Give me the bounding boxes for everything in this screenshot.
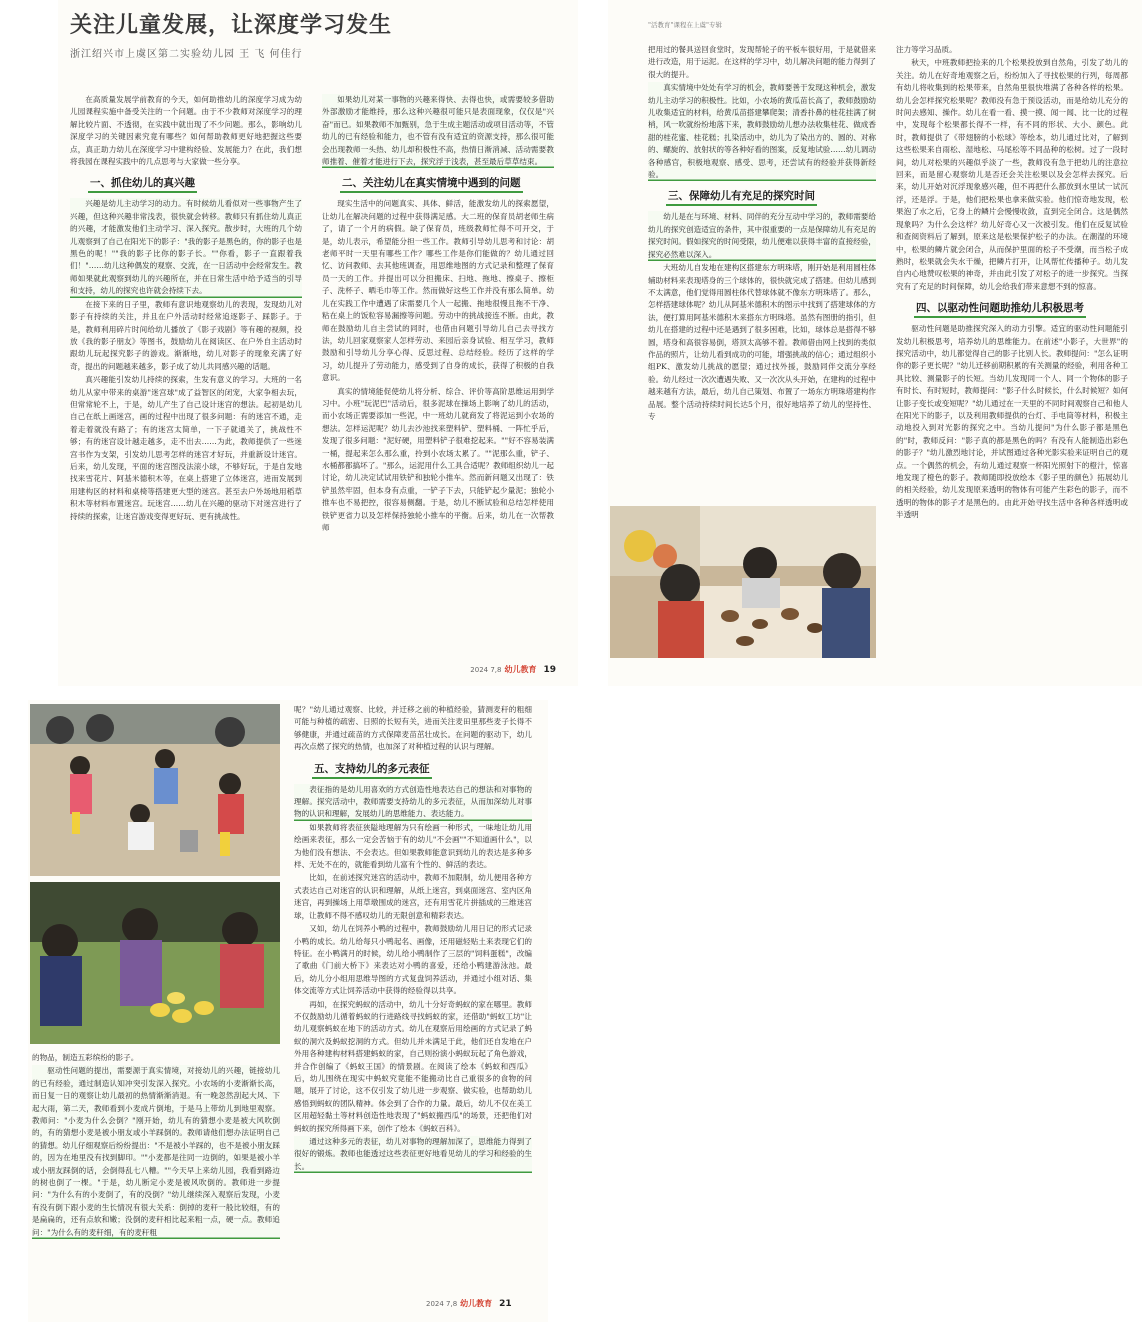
paragraph: 幼儿是在与环境、材料、同伴的充分互动中学习的，教师需要给幼儿的探究创造适宜的条件，其中很重要的一点是保障幼儿有充足的探究时间。假如探究的时间受限，幼儿便难以获得丰富的直接经验，探究必然难以深入。 <box>648 211 876 261</box>
intro-paragraph: 在高质量发展学前教育的今天，如何助推幼儿的深度学习成为幼儿园课程实施中备受关注的一个问题。由于不少教师对深度学习的理解比较片面、不透彻，在实践中就出现了不少问题。那么，影响幼儿深度学习的关键因素究竟有哪些？如何帮助教师更好地把握这些要点，真正助力幼儿在深度学习中建构经验、发展能力？在此，我们想将我园在课程实践中的几点思考与大家做一些分享。 <box>70 95 302 167</box>
paragraph: 真兴趣能引发幼儿持续的探索，生发有意义的学习。大班的一名幼儿从家中带来的桌游"迷宫球"成了益智区的闭宠，大家争相去玩，但常常轮不上，于是，幼儿产生了自己设计迷宫的想法。起初是幼儿自己在纸上画迷宫，画的过程中出现了很多问题：有的迷宫不通，走着走着就没有路了；有的迷宫太简单，一下子就通关了，挑战性不够；有的迷宫设计越走越多，走不出去……为此，教师提供了一些迷宫书作为支架，引发幼儿思考怎样的迷宫才好玩，并重新设计迷宫。后来，幼儿发现，平面的迷宫图没法滚小球，不够好玩，于是自发地找来雪花片、阿基米德积木等，在桌上搭建了立体迷宫，进而发展到用建构区的材料和桌椅等搭建更大型的迷宫。甚至去户外场地用稻草积木等材料布置迷宫。玩迷宫……幼儿在兴趣的驱动下对迷宫进行了持续的探索，让迷宫游戏变得更好玩、更有挑战性。 <box>70 375 302 521</box>
paragraph: 秋天，中班教师把捡来的几个松果投放到自然角，引发了幼儿的关注。幼儿在好奇地观察之后，纷纷加入了寻找松果的行列，每周都有幼儿将收集到的松果带来，自然角里很快堆满了各种各样的松果。幼儿会怎样探究松果呢？教师没有急于预设活动，而是给幼儿充分的时间去感知、操作。幼儿在看一看、摸一摸、闻一闻、比一比的过程中，发现每个松果都长得不一样，有不同的形状、大小、颜色。此时，教师提供了《带翅膀的小松球》等绘本，幼儿通过比对，了解到这些松果来自雨松、湿地松、马尾松等不同品种的松树。过了一段时间，幼儿对松果的兴趣似乎淡了一些，教师没有急于把幼儿的注意拉回来，而是留心观察幼儿是否还会关注松果以及会怎样去探究。后来，幼儿开始对沉浮现象感兴趣，但不再把什么都放到水里试一试沉浮，还是浮。于是，他们把松果也拿来做实验。他们惊奇地发现，松果泡了水之后，它身上的鳞片会慢慢收敛，直到完全闭合。这是偶然现象吗？为什么会这样？幼儿好奇心又一次被引发。他们在反复试验和查阅资料后了解到，原来这是松果保护松子的办法。在潮湿的环境中，松果的鳞片就会闭合，从而保护里面的松子不受潮，而当松子成熟时，松果就会失水干燥，把鳞片打开，让风帮忙传播种子。幼儿发自内心地赞叹松果的神奇，并由此引发了对松子的进一步探究。当探究有了充足的时间保障，幼儿会给我们带来意想不到的惊喜。 <box>896 58 1128 291</box>
paragraph: 大班幼儿自发地在建构区搭建东方明珠塔，刚开始是利用圆柱体辅助材料来表现塔身的三个球体的，很快就完成了搭建。但幼儿感到不太满意，他们觉得用圆柱体代替球体就不像东方明珠塔了。那么，怎样搭建球体呢？幼儿从阿基米德积木的图示中找到了搭建球体的方法，便打算用阿基米德积木来搭东方明珠塔。虽然有图册的指引，但幼儿在搭建的过程中还是遇到了很多困难，比如，球体总是搭得不够圆，塔身和高很容易倒，塔顶太高够不着。教师借由网上找到的类似作品的照片，让幼儿看到成功的可能，增强挑战的信心；通过组织小组PK、激发幼儿挑战的愿望；通过找外援，鼓励同伴交流分享经验。幼儿经过一次次遭遇失败、又一次次从头开始，在建构的过程中越来越有方法，最后，幼儿自己策划、布置了一场东方明珠塔建构作品展。整个活动持续时间长达5个月，很好地培养了幼儿的坚持性、专 <box>648 263 876 421</box>
paragraph: 驱动性问题的提出，需要源于真实情境，对接幼儿的兴趣，链接幼儿的已有经验，通过制造认知冲突引发深入探究。小农场的小麦渐渐长高，而日复一日的观察让幼儿最初的热情渐渐消退。有一晚忽然刮起大风、下起大雨，第二天，教师看到小麦成片倒地，于是马上带幼儿到地里观察。教师问："小麦为什么会倒？"刚开始，幼儿有的猜想小麦是被大风吹倒的，有的猜想小麦是被小朋友或小羊踩倒的。教师请他们想办法证明自己的猜想。幼儿仔细观察后纷纷提出："不是被小羊踩的，也不是被小朋友踩的，因为在地里没有找到脚印。""小麦都是往同一边倒的，如果是被小羊或小朋友踩倒的话，会倒得乱七八糟。""今天早上来幼儿园，我看到路边的树也倒了一棵。"于是，幼儿断定小麦是被风吹倒的。教师进一步提问："为什么有的小麦倒了，有的没倒？"幼儿继续深入观察后发现，小麦有没有倒下跟小麦的生长情况有很大关系：倒掉的麦秆一般比较细，有的是扁扁的，还有点软和嫩；没倒的麦秆相比起来粗一点，硬一点。教师追问："为什么有的麦秆细，有的麦秆粗 <box>32 1065 280 1239</box>
column-p21-right <box>294 704 532 1174</box>
paragraph: 又如，幼儿在饲养小鸭的过程中，教师鼓励幼儿用日记的形式记录小鸭的成长。幼儿给每只小鸭起名、画像，还用磁轻贴土来表现它们的特征。在小鸭满月的时候，幼儿给小鸭制作了三层的"饲料蛋糕"，改编了歌曲《门前大桥下》来表达对小鸭的喜爱，还给小鸭建游泳池。最后，幼儿分小组用思维导图的方式复盘饲养活动，并通过小组对话、集体交流等方式让饲养活动中获得的经验得以共享。 <box>294 924 532 996</box>
article-authors: 浙江绍兴市上虞区第二实验幼儿园 王 飞 何佳行 <box>70 49 303 60</box>
article-title: 关注儿童发展，让深度学习发生 <box>70 13 393 38</box>
page-header-tag: "活教育"课程在上虞"专辑 <box>648 21 722 29</box>
section-heading-4: 四、以驱动性问题助推幼儿积极思考 <box>914 301 1128 315</box>
paragraph: 呢？"幼儿通过观察、比较，并迁移之前的种植经验，猜测麦秆的粗细可能与种植的疏密、日照的长短有关，进而关注麦田里那些麦子长得不够健康，并通过疏苗的方式保障麦苗茁壮成长。在问题的驱动下，幼儿再次点燃了探究的热情，也加深了对种植过程的认识与理解。 <box>294 705 532 752</box>
paragraph: 表征指的是幼儿用喜欢的方式创造性地表达自己的想法和对事物的理解。探究活动中，教师需要支持幼儿的多元表征，从而加深幼儿对事物的认识和理解，发展幼儿的思维能力、表达能力。 <box>294 784 532 821</box>
paragraph: 真实的情境能促使幼儿将分析、综合、评价等高阶思维运用到学习中。小班"玩泥巴"活动后，很多泥球在操场上影响了幼儿的活动，而小农场正需要添加一些泥，中一班幼儿就商发了将泥运到小农场的想法。怎样运泥呢？幼儿去沙池找来塑料铲、塑料桶、一阵忙乎后，发现了很多问题："泥好硬，用塑料铲子很难挖起来。""好不容易装满一桶，提起来怎么那么重，拎到小农场太累了。""泥那么重，铲子、水桶都都搞坏了。"那么，运泥用什么工具合适呢？教师组织幼儿一起讨论，幼儿决定试试用铁铲和独轮小推车。然而新问题又出现了：铁铲虽然牢固，但本身有点重，一铲子下去，只能铲起少量泥；独轮小推车也不易把控，很容易侧翻。于是，幼儿不断试验和总结怎样使用铁铲更省力以及怎样保持独轮小推车的平衡。后来，幼儿在一次帮教师 <box>322 386 554 532</box>
page-folio: 2024 7,8 幼儿教育 19 <box>470 665 556 675</box>
paragraph: 比如，在前述探究迷宫的活动中，教师不加限制，幼儿便用各种方式表达自己对迷宫的认识和理解，从纸上迷宫，到桌面迷宫、室内区角迷宫，再到操场上用草墩围成的迷宫，还有用雪花片拼插成的三维迷宫球，让教师不得不感叹幼儿的无限创意和精彩表达。 <box>294 873 532 920</box>
paragraph: 兴趣是幼儿主动学习的动力。有时候幼儿看似对一些事物产生了兴趣，但这种兴趣非常浅表，很快就会转移。教师只有抓住幼儿真正的兴趣，才能激发他们主动学习、深入探究。散步时，大班的几个幼儿观察到了自己在阳光下的影子："我的影子是黑色的，你的影子也是黑色的呢！""我的影子比你的影子长。""你看，影子一直跟着我们！"……幼儿这种偶发的观察、交流，在一日活动中会经常发生。教师如果就此观察到幼儿的兴趣所在，并在日常生活中给予适当的引导和支持，幼儿的探究也许就会持续下去。 <box>70 198 302 297</box>
paragraph: 注力等学习品质。 <box>896 45 957 54</box>
paragraph: 现实生活中的问题真实、具体、鲜活，能激发幼儿的探索愿望，让幼儿在解决问题的过程中获得满足感。大二班的保育员胡老师生病了，请了一个月的病假。缺了保育员，班级教师忙得不可开交，于是，幼儿表示，希望能分担一些工作。教师引导幼儿思考和讨论：胡老师平时一天里有哪些工作？哪些工作是你们能做的？幼儿通过回忆、访问教师、去其他班调查，用思维地图的方式记录和整理了保育员一天的工作。并提出可以分担搬床、扫地、拖地、擦桌子、擦柜子、洗杯子、晒毛巾等工作。然而做好这些工作并没有那么简单。幼儿在实践工作中遭遇了床需要几个人一起搬、拖地很慢且拖不干净、粘在桌上的饭粒容易漏擦等问题。劳动中的挑战接连不断。由此，教师在鼓励幼儿自主尝试的同时，也借由问题引导幼儿自己去寻找方法，幼儿回家观察家人怎样劳动、来园后亲身试验、相互学习，教师鼓励和引导幼儿分享心得、反思过程、总结经验。经历了这样的学习，幼儿提升了劳动能力，感受到了自身的成长，获得了积极的自我意识。 <box>322 199 554 383</box>
paragraph: 驱动性问题是助推探究深入的动力引擎。适宜的驱动性问题能引发幼儿积极思考，培养幼儿的思维能力。在前述"小影子，大世界"的探究活动中，幼儿都觉得自己的影子比别人长。教师提问："怎么证明你的影子更长呢？"幼儿迁移前期积累的有关测量的经验，利用各种工具比较、测量影子的长短。当幼儿发现同一个人、同一个物体的影子有时长、有时短时，教师提问："影子什么时候长，什么时候短？如何让影子变长或变短呢？"幼儿通过在一天里的不同时间观察自己和他人在阳光下的影子，以及利用教师提供的台灯、手电筒等材料，积极主动地投入到对光影的探究之中。当幼儿提问"为什么影子都是黑色的"时，教师反问："影子真的都是黑色的吗？有没有人能制造出彩色的影子？"幼儿激烈地讨论，并试图通过各种光影实验来证明自己的观点。一个偶然的机会，有幼儿通过观察一杯阳光照射下的橙汁，惊喜地发现了橙色的影子。教师随即投放绘本《影子里的颜色》拓展幼儿的相关经验，幼儿发现原来透明的物体有可能产生彩色的影子，而不透明的物体的影子才是黑色的。由此开始寻找生活中各种各样透明或半透明 <box>896 324 1128 520</box>
column-p19-right <box>322 94 554 535</box>
page-folio: 2024 7,8 幼儿教育 21 <box>426 1299 512 1309</box>
page-19 <box>58 0 578 686</box>
section-heading-5: 五、支持幼儿的多元表征 <box>312 762 532 776</box>
children-examining-pinecones-photo <box>610 506 876 658</box>
section-heading-2: 二、关注幼儿在真实情境中遇到的问题 <box>340 176 554 190</box>
page-20 <box>608 0 1142 686</box>
column-p20-right <box>896 44 1128 523</box>
paragraph: 通过这种多元的表征，幼儿对事物的理解加深了，思维能力得到了很好的锻炼。教师也能透过这些表征更好地看见幼儿的学习和经验的生长。 <box>294 1136 532 1173</box>
section-heading-3: 三、保障幼儿有充足的探究时间 <box>666 189 876 203</box>
paragraph: 如果教师将表征狭隘地理解为只有绘画一种形式，一味地让幼儿用绘画来表征，那么一定会苦恼于有的幼儿"不会画""不知道画什么"，以为他们没有想法、不会表达。但如果教师能意识到幼儿的表达是多种多样、无处不在的，就能看到幼儿富有个性的、鲜活的表达。 <box>294 822 532 870</box>
section-heading-1: 一、抓住幼儿的真兴趣 <box>88 176 302 190</box>
paragraph: 在接下来的日子里，教师有意识地观察幼儿的表现，发现幼儿对影子有持续的关注，并且在户外活动时经常追逐影子、踩影子。于是，教师利用碎片时间给幼儿播放了《影子戏剧》等有趣的视频，投放《我的影子朋友》等图书，鼓励幼儿在阅读区、在户外自主活动时跟幼儿玩起探究影子的游戏。渐渐地，幼儿对影子的现象充满了好奇，提出的问题越来越多，影子成了幼儿共同感兴趣的话题。 <box>70 299 302 371</box>
paragraph: 的物品，制造五彩缤纷的影子。 <box>32 1053 139 1062</box>
page-21 <box>28 700 548 1322</box>
column-p21-left <box>32 1052 280 1240</box>
column-p19-left <box>70 94 302 524</box>
children-with-ducklings-photo <box>30 882 280 1044</box>
paragraph: 把用过的餐具送回食堂时，发现帮轮子的平板车很好用，于是就借来进行改造，用于运泥。在这样的学习中，幼儿解决问题的能力得到了很大的提升。 <box>648 45 876 79</box>
column-p20-left <box>648 44 876 424</box>
children-playing-in-sandpit-photo <box>30 704 280 876</box>
paragraph: 如果幼儿对某一事物的兴趣来得快、去得也快，或需要较多借助外部激励才能维持，那么这种兴趣很可能只是表面现象，仅仅是"兴奋"而已。如果教师不加甄别，急于生成主题活动或项目活动等，不管幼儿的已有经验和能力，也不管有没有适宜的资源支持，那么很可能会出现教师一头热、幼儿却积极性不高，热情日渐消减、活动需要教师推着、催着才能进行下去，探究浮于浅表，甚至最后草草结束。 <box>322 94 554 168</box>
paragraph: 再如，在探究蚂蚁的活动中，幼儿十分好奇蚂蚁的家在哪里。教师不仅鼓励幼儿循着蚂蚁的行进路线寻找蚂蚁的家，还借助"蚂蚁工坊"让幼儿观察蚂蚁在地下的活动方式。幼儿在观察后用绘画的方式记录了蚂蚁的洞穴及蚂蚁挖洞的方式。但幼儿并未满足于此，他们还自发地在户外用各种建构材料搭建蚂蚁的家，自己则扮演小蚂蚁玩起了角色游戏，并合作创编了《蚂蚁王国》的情景剧。在阅读了绘本《蚂蚁和西瓜》后，幼儿围绕在现实中蚂蚁究竟能不能搬动比自己重很多的食物的问题，展开了讨论，这不仅引发了幼儿进一步观察、做实验，也帮助幼儿感悟到蚂蚁的团队精神。体会到了合作的力量。最后，幼儿不仅在美工区用超轻黏土等材料创造性地表现了"蚂蚁搬西瓜"的场景，还把他们对蚂蚁的探究所得画下来，创作了绘本《蚂蚁百科》。 <box>294 999 532 1133</box>
paragraph: 真实情境中处处有学习的机会，教师要善于发现这种机会，激发幼儿主动学习的积极性。比如，小农场的黄瓜苗长高了，教师鼓励幼儿收集适宜的材料，给黄瓜苗搭建攀爬架；清香扑鼻的桂花挂满了树梢，风一吹就纷纷地落下来，教师鼓励幼儿想办法收集桂花、做成香甜的桂花蜜、桂花糕；扎染活动中，幼儿为了染出方的、圆的、对称的、螺旋的、放射状的等各种好看的图案，反复地试验……幼儿调动各种感官，积极地观察、感受、思考，还尝试有的经验并获得新经验。 <box>648 82 876 181</box>
